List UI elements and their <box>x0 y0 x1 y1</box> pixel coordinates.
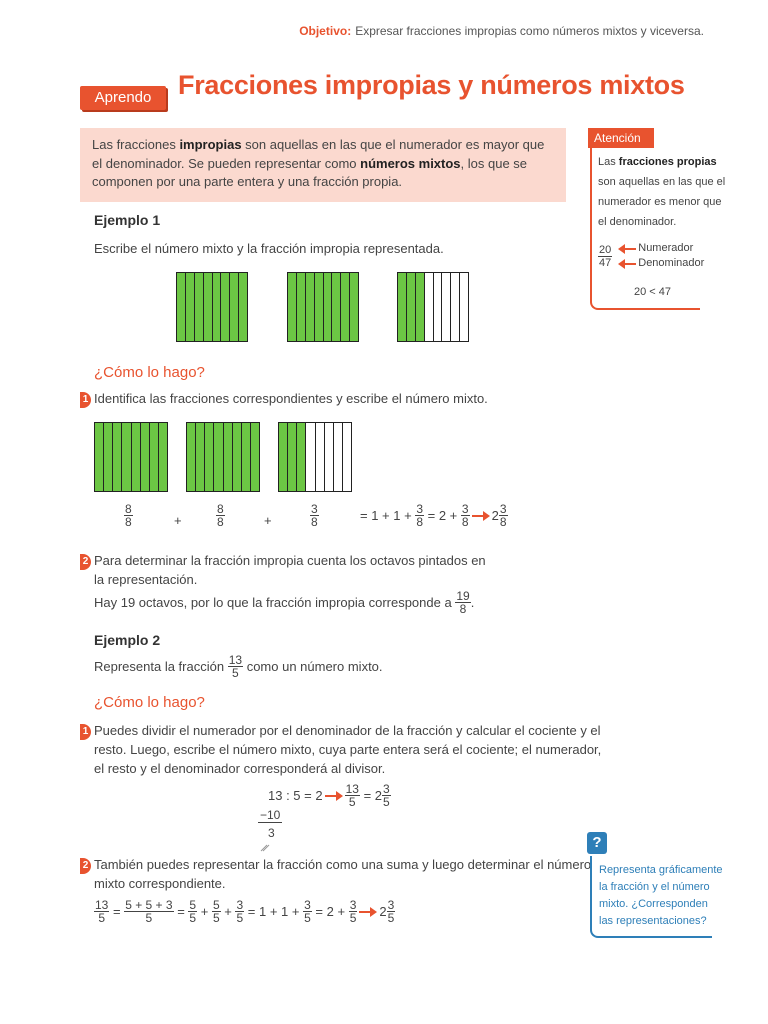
filled-part <box>416 273 425 341</box>
filled-part <box>213 273 222 341</box>
plus: + <box>224 904 232 919</box>
empty-part <box>334 423 343 491</box>
arrow-icon <box>618 259 636 269</box>
intro-text-1: Las fracciones <box>92 137 180 152</box>
fraction-eight-eighths <box>216 503 225 528</box>
fraction-three-eighths <box>310 503 319 528</box>
denominator: 5 <box>145 911 153 925</box>
empty-part <box>425 273 434 341</box>
numerator: 3 <box>383 782 390 796</box>
filled-part <box>297 423 306 491</box>
numerator: 3 <box>349 898 357 912</box>
empty-part <box>325 423 334 491</box>
denominator: 8 <box>416 515 423 529</box>
denominator: 8 <box>217 515 224 529</box>
arrow-icon <box>325 791 343 801</box>
step-number: 1 <box>80 724 91 740</box>
numerator: 8 <box>217 502 224 516</box>
filled-part <box>132 423 141 491</box>
division-subtraction: −10 <box>260 808 281 822</box>
attention-text <box>598 152 725 232</box>
attention-line-1b: fracciones propias <box>618 156 717 168</box>
numerator: 3 <box>387 898 395 912</box>
how-2-step-2-line-2: mixto correspondiente. <box>94 876 226 891</box>
step-2-line-1: Para determinar la fracción impropia cuenta los octavos pintados en <box>94 553 486 568</box>
filled-part <box>177 273 186 341</box>
objective-text: Expresar fracciones impropias como números mixtos y viceversa. <box>355 24 704 38</box>
step-2-line-3: Hay 19 octavos, por lo que la fracción impropia corresponde a $\frac{19}{8}$ . <box>94 589 475 616</box>
empty-part <box>343 423 351 491</box>
question-line-4: las representaciones? <box>599 915 707 927</box>
bar-model <box>278 422 352 492</box>
bar-model <box>287 272 359 342</box>
filled-part <box>150 423 159 491</box>
arrow-icon <box>472 511 490 521</box>
objective-label: Objetivo: <box>299 24 352 38</box>
example-2-prompt <box>94 654 383 679</box>
how-heading-2: ¿Cómo lo hago? <box>94 694 205 711</box>
question-line-1: Representa gráficamente <box>599 864 723 876</box>
example-1-heading: Ejemplo 1 <box>94 212 161 228</box>
question-line-2: la fracción y el número <box>599 881 710 893</box>
equation-part: = 2 + <box>315 904 346 919</box>
filled-part <box>288 273 297 341</box>
filled-part <box>204 273 213 341</box>
filled-part <box>251 423 259 491</box>
numerator: 3 <box>304 898 311 912</box>
numerator: 8 <box>125 502 132 516</box>
filled-part <box>214 423 223 491</box>
attention-line-3: numerador es menor que <box>598 196 722 208</box>
numerator: 13 <box>95 898 109 912</box>
denominator: 5 <box>304 911 311 925</box>
numerator: 19 <box>456 589 470 603</box>
intro-text-3: , los que se componen por una parte entera y una fracción propia. <box>92 155 528 189</box>
filled-part <box>341 273 350 341</box>
filled-part <box>141 423 150 491</box>
denominator: 8 <box>125 515 132 529</box>
objective-line <box>299 24 704 38</box>
numerator: 3 <box>499 502 507 516</box>
example-1-prompt: Escribe el número mixto y la fracción impropia representada. <box>94 241 444 256</box>
empty-part <box>460 273 468 341</box>
filled-part <box>407 273 416 341</box>
denominator: 5 <box>232 666 239 680</box>
equals: = <box>177 904 185 919</box>
empty-part <box>442 273 451 341</box>
filled-part <box>332 273 341 341</box>
filled-part <box>224 423 233 491</box>
sum-equation <box>94 899 395 924</box>
denominator: 5 <box>189 911 197 925</box>
equation-part: = 2 + <box>427 508 458 523</box>
filled-part <box>221 273 230 341</box>
step-2-line-2: la representación. <box>94 572 198 587</box>
how-2-step-1-line-3: el resto y el denominador corresponderá al divisor. <box>94 761 386 776</box>
arrow-icon <box>618 244 636 254</box>
numerator: 3 <box>311 502 318 516</box>
step-number: 2 <box>80 554 91 570</box>
filled-part <box>104 423 113 491</box>
filled-part <box>324 273 333 341</box>
filled-part <box>122 423 131 491</box>
filled-part <box>186 273 195 341</box>
fraction-eight-eighths <box>124 503 133 528</box>
filled-part <box>239 273 247 341</box>
numerator-sum: 5 + 5 + 3 <box>125 898 173 912</box>
denominator: 8 <box>499 515 507 529</box>
mixed-number-equation-1 <box>360 503 508 528</box>
equation-part: = 1 + 1 + <box>247 904 300 919</box>
filled-part <box>315 273 324 341</box>
filled-part <box>230 273 239 341</box>
division-equation <box>268 783 391 808</box>
double-slash-mark <box>260 842 270 852</box>
question-line-3: mixto. ¿Corresponden <box>599 898 708 910</box>
step-1-text: Identifica las fracciones correspondientes y escribe el número mixto. <box>94 391 488 406</box>
numerator-label: Numerador <box>638 242 694 254</box>
denominator: 5 <box>387 911 395 925</box>
arrow-icon <box>359 907 377 917</box>
intro-text-2: son aquellas en las que el numerador es mayor que el denominador. Se pueden representar como <box>92 137 545 171</box>
denominator: 8 <box>461 515 469 529</box>
numerator: 20 <box>599 243 612 256</box>
denominator: 8 <box>459 602 467 616</box>
equation-part: = 2 <box>363 788 382 803</box>
comparison-text: 20 < 47 <box>634 286 672 298</box>
filled-part <box>113 423 122 491</box>
bar-model <box>176 272 248 342</box>
plus-sign: + <box>174 513 182 528</box>
attention-line-2: son aquellas en las que el <box>598 176 726 188</box>
filled-part <box>297 273 306 341</box>
how-2-step-1-line-2: resto. Luego, escribe el número mixto, cuya parte entera será el cociente; el numerador, <box>94 742 602 757</box>
how-2-step-2-line-1: También puedes representar la fracción como una suma y luego determinar el número <box>94 857 592 872</box>
filled-part <box>279 423 288 491</box>
fraction-example <box>598 241 704 271</box>
bar-model <box>397 272 469 342</box>
denominator: 8 <box>311 515 318 529</box>
denominator: 5 <box>383 795 390 809</box>
attention-line-4: el denominador. <box>598 216 677 228</box>
empty-part <box>451 273 460 341</box>
bar-model <box>94 422 168 492</box>
filled-part <box>195 273 204 341</box>
filled-part <box>233 423 242 491</box>
section-tag: Aprendo <box>80 86 166 110</box>
step-2-answer-text: Hay 19 octavos, por lo que la fracción impropia corresponde a <box>94 595 452 610</box>
prompt-part: como un número mixto. <box>246 659 383 674</box>
plus-sign: + <box>264 513 272 528</box>
filled-part <box>205 423 214 491</box>
filled-part <box>242 423 251 491</box>
intro-bold-1: impropias <box>179 137 242 152</box>
filled-part <box>196 423 205 491</box>
filled-part <box>187 423 196 491</box>
page-title: Fracciones impropias y números mixtos <box>178 70 685 100</box>
step-number: 2 <box>80 858 91 874</box>
filled-part <box>350 273 358 341</box>
denominator: 47 <box>599 256 612 269</box>
denominator: 5 <box>349 911 357 925</box>
denominator-label: Denominador <box>638 257 705 269</box>
how-heading-1: ¿Cómo lo hago? <box>94 364 205 381</box>
numerator: 5 <box>189 898 197 912</box>
filled-part <box>159 423 167 491</box>
division-remainder: 3 <box>268 826 275 840</box>
numerator: 3 <box>461 502 469 516</box>
filled-part <box>288 423 297 491</box>
denominator: 5 <box>348 795 356 809</box>
attention-line-1a: Las <box>598 156 619 168</box>
numerator: 5 <box>212 898 220 912</box>
denominator: 5 <box>98 911 106 925</box>
whole-part: 2 <box>491 508 499 523</box>
numerator: 13 <box>345 782 359 796</box>
how-2-step-1-line-1: Puedes dividir el numerador por el denominador de la fracción y calcular el cociente y el <box>94 723 601 738</box>
plus: + <box>200 904 209 919</box>
filled-part <box>306 273 315 341</box>
empty-part <box>316 423 325 491</box>
numerator: 13 <box>228 653 243 667</box>
step-number: 1 <box>80 392 91 408</box>
empty-part <box>306 423 315 491</box>
question-icon: ? <box>587 832 607 854</box>
equals: = <box>112 904 121 919</box>
filled-part <box>398 273 407 341</box>
example-2-heading: Ejemplo 2 <box>94 632 161 648</box>
denominator: 5 <box>212 911 220 925</box>
division-text: 13 : 5 = 2 <box>268 788 323 803</box>
definition-box <box>80 128 566 202</box>
intro-bold-2: números mixtos <box>360 155 461 171</box>
attention-tag: Atención <box>588 128 654 148</box>
numerator: 3 <box>236 898 244 912</box>
denominator: 5 <box>236 911 244 925</box>
whole-part: 2 <box>379 904 387 919</box>
prompt-part: Representa la fracción <box>94 659 225 674</box>
numerator: 3 <box>416 502 423 516</box>
equation-part: = 1 + 1 + <box>360 508 412 523</box>
question-text <box>599 862 723 930</box>
filled-part <box>95 423 104 491</box>
empty-part <box>434 273 443 341</box>
bar-model <box>186 422 260 492</box>
